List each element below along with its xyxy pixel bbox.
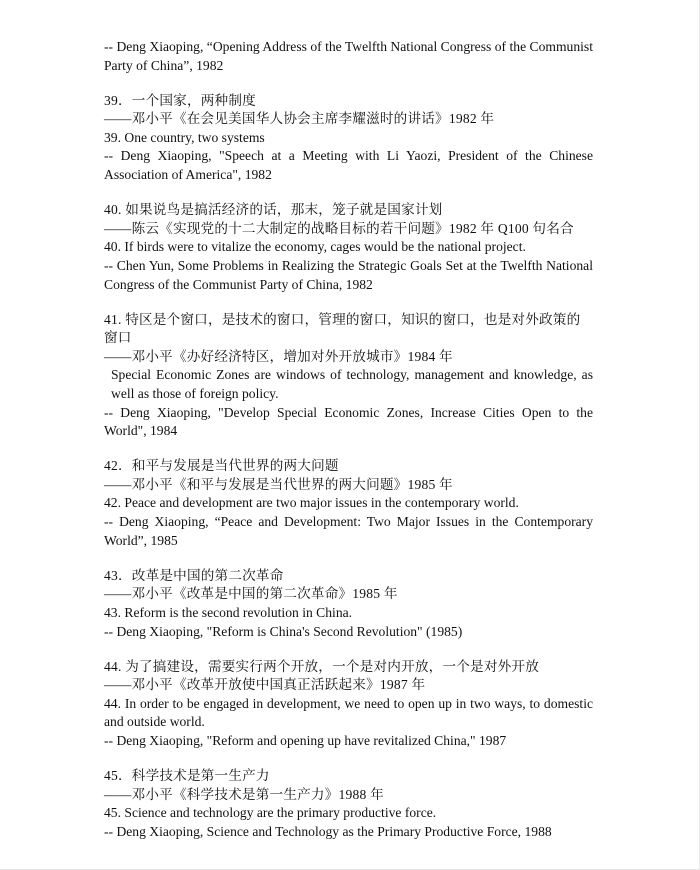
chinese-quote: 40. 如果说鸟是搞活经济的话，那末，笼子就是国家计划: [104, 202, 443, 218]
chinese-quote: 44. 为了搞建设，需要实行两个开放，一个是对内开放，一个是对外开放: [104, 658, 540, 674]
chinese-quote: 45．科学技术是第一生产力: [104, 768, 270, 784]
chinese-source: ——邓小平《改革开放使中国真正活跃起来》1987 年: [104, 677, 426, 693]
english-source: -- Deng Xiaoping, "Reform is China's Second Revolution" (1985): [104, 623, 463, 639]
english-source: -- Deng Xiaoping, "Speech at a Meeting with Li Yaozi, President of the Chinese Association of America", 1982: [104, 148, 593, 183]
intro-attribution: -- Deng Xiaoping, “Opening Address of the Twelfth National Congress of the Communist Party of China”, 1982: [104, 39, 593, 73]
english-source: -- Deng Xiaoping, “Peace and Development: Two Major Issues in the Contemporary World”, 1985: [104, 514, 593, 548]
chinese-quote: 42．和平与发展是当代世界的两大问题: [104, 458, 339, 474]
chinese-quote: 43．改革是中国的第二次革命: [104, 567, 284, 583]
quote-entry-44: [104, 658, 593, 751]
chinese-source: ——邓小平《科学技术是第一生产力》1988 年: [104, 786, 384, 802]
quote-entry-43: [104, 567, 593, 641]
english-quote: 40. If birds were to vitalize the economy, cages would be the national project.: [104, 239, 526, 255]
quote-entry-45: [104, 767, 593, 841]
english-source: -- Deng Xiaoping, Science and Technology as the Primary Productive Force, 1988: [104, 823, 552, 839]
chinese-source: ——邓小平《在会见美国华人协会主席李耀滋时的讲话》1982 年: [104, 111, 495, 127]
english-quote: 42. Peace and development are two major issues in the contemporary world.: [104, 495, 519, 511]
quote-entry-40: [104, 201, 593, 294]
english-quote: 39. One country, two systems: [104, 129, 265, 145]
chinese-source: ——邓小平《办好经济特区，增加对外开放城市》1984 年: [104, 348, 453, 364]
quote-list: [104, 38, 593, 841]
english-source: -- Deng Xiaoping, "Develop Special Economic Zones, Increase Cities Open to the World", 1984: [104, 404, 593, 439]
english-source: -- Chen Yun, Some Problems in Realizing the Strategic Goals Set at the Twelfth National Congress of the Communist Party of China, 1982: [104, 257, 593, 292]
english-quote: 45. Science and technology are the primary productive force.: [104, 805, 437, 821]
chinese-quote: 41. 特区是个窗口，是技术的窗口，管理的窗口，知识的窗口，也是对外政策的窗口: [104, 311, 581, 346]
chinese-source: ——陈云《实现党的十二大制定的战略目标的若干问题》1982 年 Q100 句名合: [104, 220, 574, 236]
english-source: -- Deng Xiaoping, "Reform and opening up have revitalized China," 1987: [104, 733, 507, 748]
english-quote: 43. Reform is the second revolution in China.: [104, 604, 353, 620]
quote-entry-39: [104, 92, 593, 185]
chinese-quote: 39．一个国家，两种制度: [104, 92, 256, 108]
intro-attribution-block: [104, 38, 593, 75]
quote-entry-41: [104, 311, 593, 441]
english-quote: Special Economic Zones are windows of technology, management and knowledge, as well as those of foreign policy.: [111, 367, 593, 401]
chinese-source: ——邓小平《改革是中国的第二次革命》1985 年: [104, 586, 398, 602]
chinese-source: ——邓小平《和平与发展是当代世界的两大问题》1985 年: [104, 476, 453, 492]
quote-entry-42: [104, 457, 593, 550]
english-quote: 44. In order to be engaged in development, we need to open up in two ways, to domestic and outside world.: [104, 695, 593, 730]
